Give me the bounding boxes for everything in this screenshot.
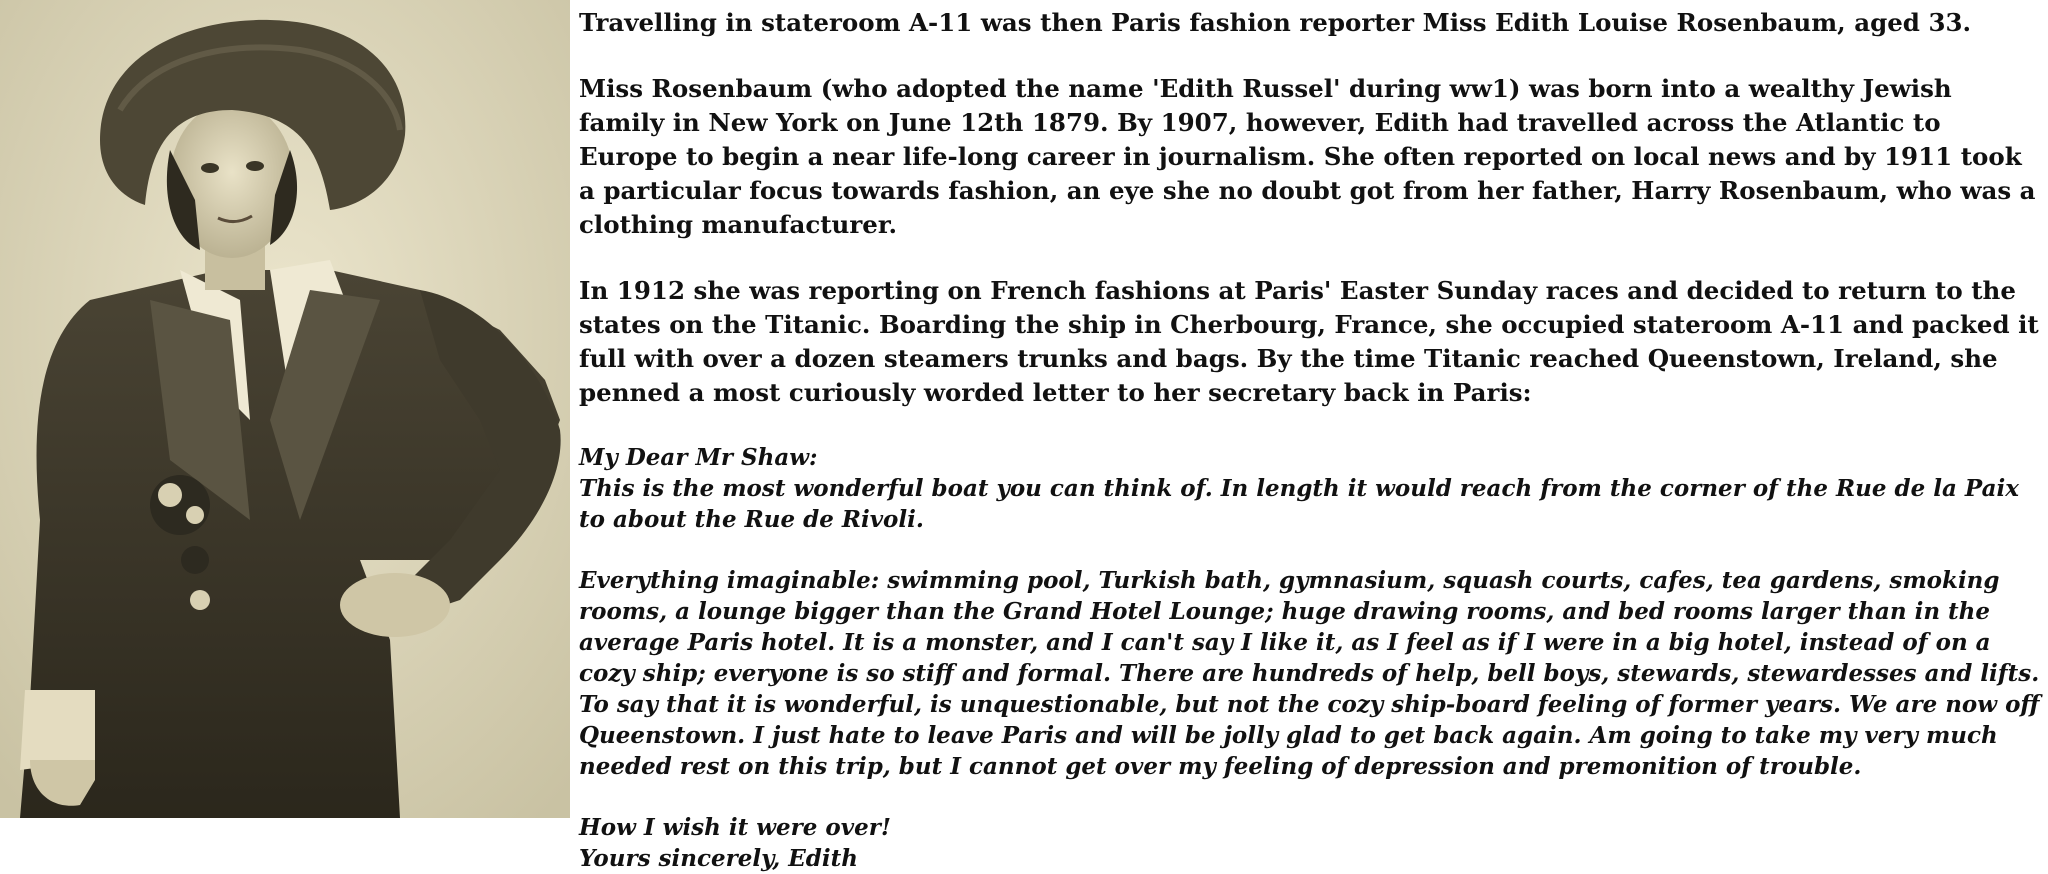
portrait-illustration bbox=[0, 0, 570, 818]
letter-signature: Yours sincerely, Edith bbox=[579, 845, 858, 872]
letter-closing-wish: How I wish it were over! bbox=[579, 814, 891, 841]
voyage-paragraph: In 1912 she was reporting on French fashions at Paris' Easter Sunday races and decided to return to the states on the Titanic. Boarding the ship in Cherbourg, France, she occupied stateroom A-11 and packed it full with over a dozen steamers trunks and bags. By the time Titanic reached Queenstown, Ireland, she penned a most curiously worded letter to her secretary back in Paris: bbox=[579, 276, 2039, 407]
letter-salutation: My Dear Mr Shaw: bbox=[579, 444, 818, 471]
biography-paragraph: Miss Rosenbaum (who adopted the name 'Edith Russel' during ww1) was born into a wealthy Jewish family in New York on June 12th 1879. By 1907, however, Edith had travelled across the Atlantic to Europe to begin a near life-long career in journalism. She often reported on local news and by 1911 took a particular focus towards fashion, an eye she no doubt got from her father, Harry Rosenbaum, who was a clothing manufacturer. bbox=[579, 74, 2036, 239]
letter-first-line: This is the most wonderful boat you can think of. In length it would reach from the corner of the Rue de la Paix to about the Rue de Rivoli. bbox=[579, 475, 2019, 533]
intro-paragraph: Travelling in stateroom A-11 was then Paris fashion reporter Miss Edith Louise Rosenbaum, aged 33. bbox=[579, 8, 1972, 37]
letter-body: Everything imaginable: swimming pool, Turkish bath, gymnasium, squash courts, cafes, tea gardens, smoking rooms, a lounge bigger than the Grand Hotel Lounge; huge drawing rooms, and bed rooms larger than in the average Paris hotel. It is a monster, and I can't say I like it, as I feel as if I were in a big hotel, instead of on a cozy ship; everyone is so stiff and formal. There are hundreds of help, bell boys, stewards, stewardesses and lifts. To say that it is wonderful, is unquestionable, but not the cozy ship-board feeling of former years. We are now off Queenstown. I just hate to leave Paris and will be jolly glad to get back again. Am going to take my very much needed rest on this trip, but I cannot get over my feeling of depression and premonition of trouble. bbox=[579, 567, 2040, 780]
article-text bbox=[579, 6, 2043, 874]
letter bbox=[579, 442, 2043, 874]
portrait-photo bbox=[0, 0, 570, 818]
